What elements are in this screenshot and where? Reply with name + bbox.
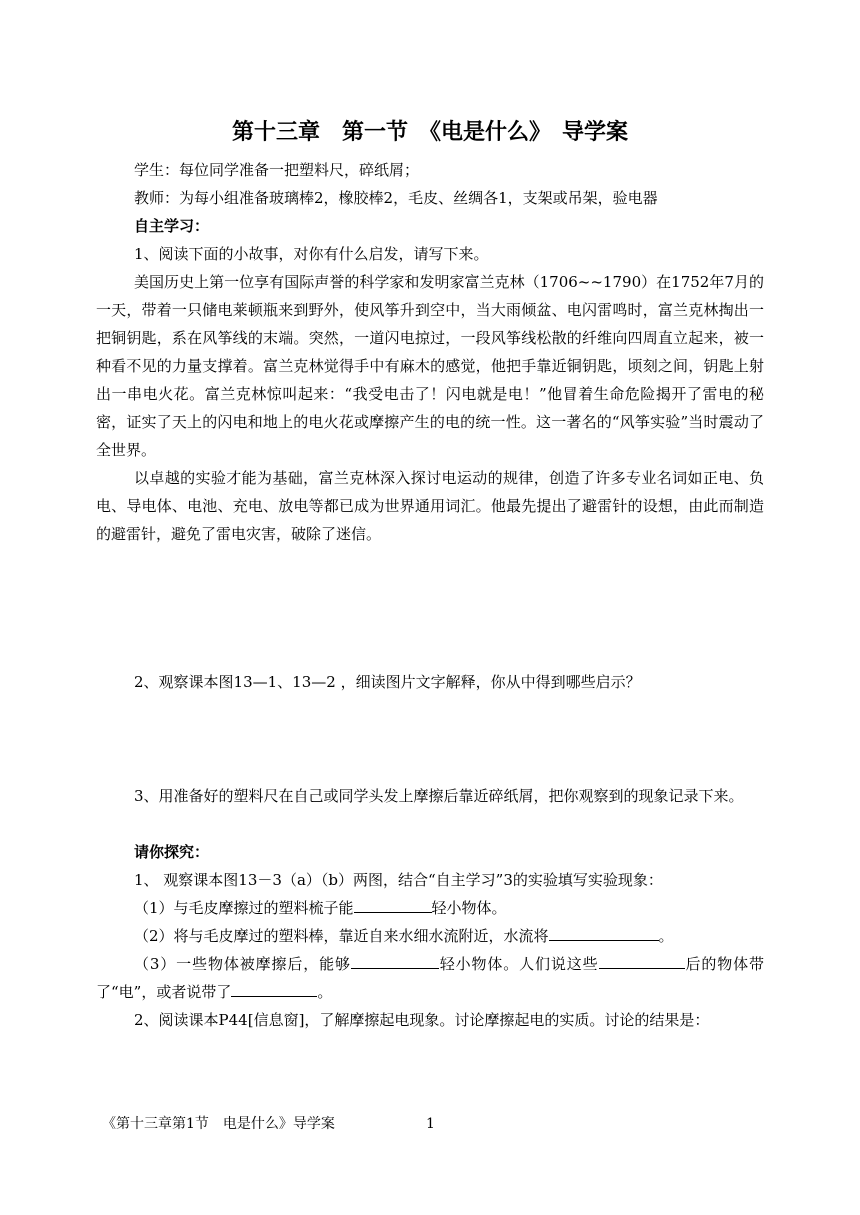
explore-question-2: 2、阅读课本P44[信息窗]，了解摩擦起电现象。讨论摩擦起电的实质。讨论的结果是：	[134, 1011, 710, 1029]
explore-item-3-text-d: 。	[317, 983, 333, 1001]
story-paragraph-2: 以卓越的实验才能为基础，富兰克林深入探讨电运动的规律，创造了许多专业名词如正电、负电、导电体、电池、充电、放电等都已成为世界通用词汇。他最先提出了避雷针的设想，由此而制造的避雷针，避免了雷电灾害，破除了迷信。	[96, 469, 764, 543]
page-number: 1	[426, 1116, 435, 1132]
explore-item-2-text-b: 。	[658, 927, 674, 945]
fill-blank-5[interactable]	[231, 980, 317, 997]
answer-space-3[interactable]	[96, 810, 764, 838]
self-study-heading: 自主学习：	[134, 217, 210, 235]
fill-blank-3[interactable]	[351, 952, 439, 969]
document-body	[96, 112, 764, 1034]
explore-item-2-text-a: （2）将与毛皮摩过的塑料棒，靠近自来水细水流附近，水流将	[134, 927, 549, 945]
fill-blank-1[interactable]	[354, 896, 432, 913]
explore-item-3-text-c: 后的物体带了“电”，或者说带了	[96, 955, 764, 1001]
explore-item-3-text-b: 轻小物体。人们说这些	[438, 955, 599, 973]
answer-space-2[interactable]	[96, 696, 764, 782]
self-study-question-1: 1、阅读下面的小故事，对你有什么启发，请写下来。	[134, 245, 489, 263]
self-study-question-3: 3、用准备好的塑料尺在自己或同学头发上摩擦后靠近碎纸屑，把你观察到的现象记录下来。	[134, 787, 744, 805]
explore-item-3-text-a: （3）一些物体被摩擦后，能够	[134, 955, 351, 973]
explore-heading: 请你探究：	[134, 843, 210, 861]
explore-question-1: 1、 观察课本图13－3（a）（b）两图，结合“自主学习”3的实验填写实验现象：	[134, 871, 663, 889]
explore-item-3	[96, 950, 764, 1006]
fill-blank-2[interactable]	[549, 924, 659, 941]
teacher-materials: 教师：为每小组准备玻璃棒2，橡胶棒2，毛皮、丝绸各1，支架或吊架，验电器	[134, 189, 658, 207]
story-paragraph-1: 美国历史上第一位享有国际声誉的科学家和发明家富兰克林（1706~~1790）在1752年7月的一天，带着一只储电莱顿瓶来到野外，使风筝升到空中，当大雨倾盆、电闪雷鸣时，富兰克林掏出一把铜钥匙，系在风筝线的末端。突然，一道闪电掠过，一段风筝线松散的纤维向四周直立起来，被一种看不见的力量支撑着。富兰克林觉得手中有麻木的感觉，他把手靠近铜钥匙，顷刻之间，钥匙上射出一串电火花。富兰克林惊叫起来：“我受电击了！闪电就是电！”他冒着生命危险揭开了雷电的秘密，证实了天上的闪电和地上的电火花或摩擦产生的电的统一性。这一著名的“风筝实验”当时震动了全世界。	[96, 273, 764, 459]
page-title: 第十三章 第一节 《电是什么》 导学案	[231, 119, 628, 145]
footer-text: 《第十三章第1节 电是什么》导学案	[102, 1116, 335, 1132]
explore-item-1	[96, 894, 764, 922]
answer-space-1[interactable]	[96, 548, 764, 668]
fill-blank-4[interactable]	[599, 952, 685, 969]
explore-item-2	[96, 922, 764, 950]
self-study-question-2: 2、观察课本图13—1、13—2 ，细读图片文字解释，你从中得到哪些启示？	[134, 673, 641, 691]
explore-item-1-text-a: （1）与毛皮摩擦过的塑料梳子能	[134, 899, 354, 917]
student-materials: 学生：每位同学准备一把塑料尺，碎纸屑；	[134, 161, 420, 179]
explore-item-1-text-b: 轻小物体。	[431, 899, 507, 917]
